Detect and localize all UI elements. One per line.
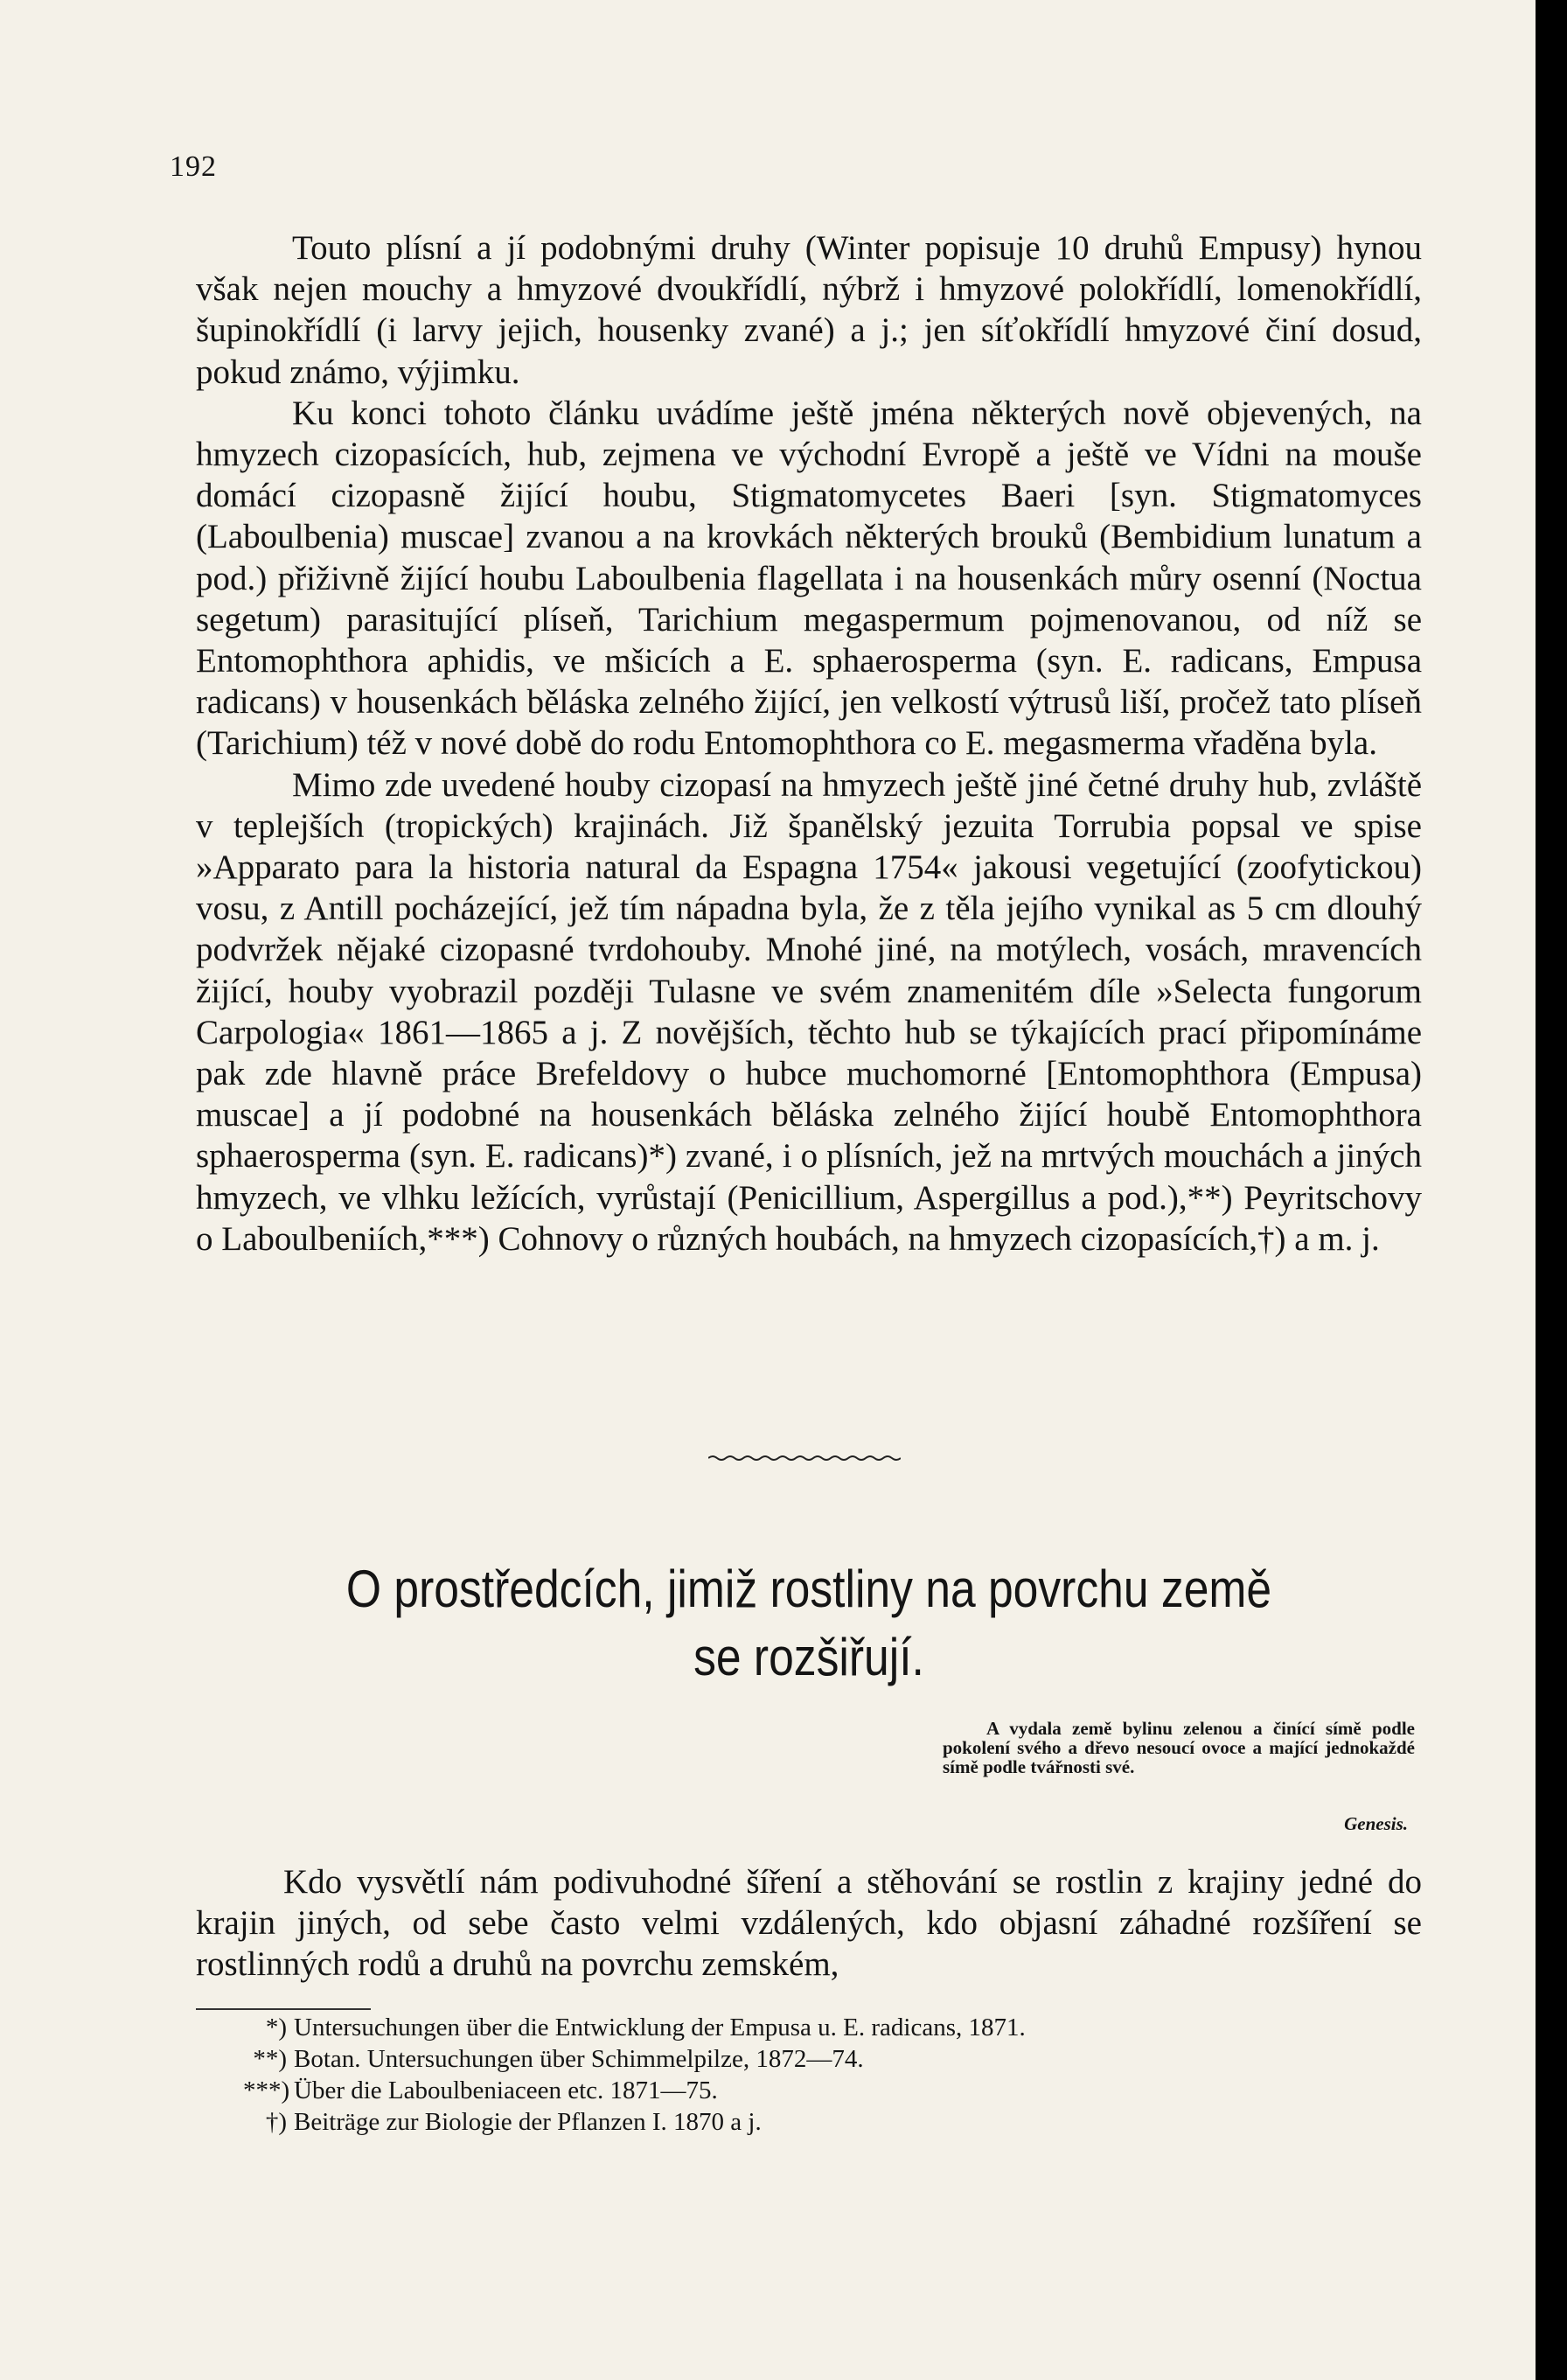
footnote-text: Botan. Untersuchungen über Schimmelpilze, 1872—74. [294,2045,864,2073]
footnote [243,2106,1345,2138]
footnote-text: Untersuchungen über die Entwicklung der Empusa u. E. radicans, 1871. [294,2014,1026,2041]
footnote-mark: †) [265,2108,287,2136]
footnote-mark: *) [265,2014,287,2041]
paragraph: Mimo zde uvedené houby cizopasí na hmyzech ještě jiné četné druhy hub, zvláště v teplejších (tropických) krajinách. Již španělský jezuita Torrubia popsal ve spise »Apparato para la historia natural da Espagna 1754« jakousi vegetující (zoofytickou) vosu, z Antill pocházející, jež tím nápadna byla, že z těla jejího vynikal as 5 cm dlouhý podvržek nějaké cizopasné tvrdohouby. Mnohé jiné, na motýlech, vosách, mravencích žijící, houby vyobrazil později Tulasne ve svém znamenitém díle »Selecta fungorum Carpologia« 1861—1865 a j. Z novějších, těchto hub se týkajících prací připomínáme pak zde hlavně práce Brefeldovy o hubce muchomorné [Entomophthora (Empusa) muscae] a jí podobné na housenkách běláska zelného žijící houbě Entomophthora sphaerosperma (syn. E. radicans)*) zvané, i o plísních, jež na mrtvých mouchách a jiných hmyzech, ve vlhku ležících, vyrůstají (Penicillium, Aspergillus a pod.),**) Peyritschovy o Laboulbeniích,***) Cohnovy o různých houbách, na hmyzech cizopasících,†) a m. j. [196,765,1422,1258]
footnote [243,2012,1345,2043]
footnote [243,2075,1345,2106]
section-intro [196,1861,1422,1985]
footnote-mark: **) [253,2045,287,2073]
body-text [196,227,1422,1260]
epigraph-source: Genesis. [1344,1813,1408,1834]
footnote [243,2043,1345,2075]
page-number: 192 [170,150,217,183]
section-divider-ornament [708,1454,901,1462]
paragraph: Ku konci tohoto článku uvádíme ještě jména některých nově objevených, na hmyzech cizopasících, hub, zejmena ve východní Evropě a ještě ve Vídni na mouše domácí cizopasně žijící houbu, Stigmatomycetes Baeri [syn. Stigmatomyces (Laboulbenia) muscae] zvanou a na krovkách některých brouků (Bembidium lunatum a pod.) přiživně žijící houbu Laboulbenia flagellata i na housenkách můry osenní (Noctua segetum) parasitující plíseň, Tarichium megaspermum pojmenovanou, od níž se Entomophthora aphidis, ve mšicích a E. sphaerosperma (syn. E. radicans, Empusa radicans) v housenkách běláska zelného žijící, jen velkostí výtrusů liší, pročež tato plíseň (Tarichium) též v nové době do rodu Entomophthora co E. megasmerma vřaděna byla. [196,394,1422,763]
footnote-mark: ***) [243,2076,290,2104]
footnote-divider [196,2008,371,2010]
footnote-text: Beiträge zur Biologie der Pflanzen I. 1870 a j. [294,2108,762,2136]
section-heading-line-2: se rozšiřují. [693,1628,924,1686]
epigraph: A vydala země bylinu zelenou a činící símě podle pokolení svého a dřevo nesoucí ovoce a mající jednokaždé símě podle tvářnosti své. [943,1718,1415,1777]
footnote-text: Über die Laboulbeniaceen etc. 1871—75. [294,2076,718,2104]
paragraph: Touto plísní a jí podobnými druhy (Winter popisuje 10 druhů Empusy) hynou však nejen mouchy a hmyzové dvoukřídlí, nýbrž i hmyzové polokřídlí, lomenokřídlí, šupinokřídlí (i larvy jejich, housenky zvané) a j.; jen síťokřídlí hmyzové činí dosud, pokud známo, výjimku. [196,229,1422,391]
footnotes [243,2012,1345,2138]
section-heading [264,1555,1355,1692]
section-heading-line-1: O prostředcích, jimiž rostliny na povrchu země [345,1560,1272,1618]
intro-paragraph: Kdo vysvětlí nám podivuhodné šíření a stěhování se rostlin z krajiny jedné do krajin jiných, od sebe často velmi vzdálených, kdo objasní záhadné rozšíření se rostlinných rodů a druhů na povrchu zemském, [196,1863,1422,1983]
